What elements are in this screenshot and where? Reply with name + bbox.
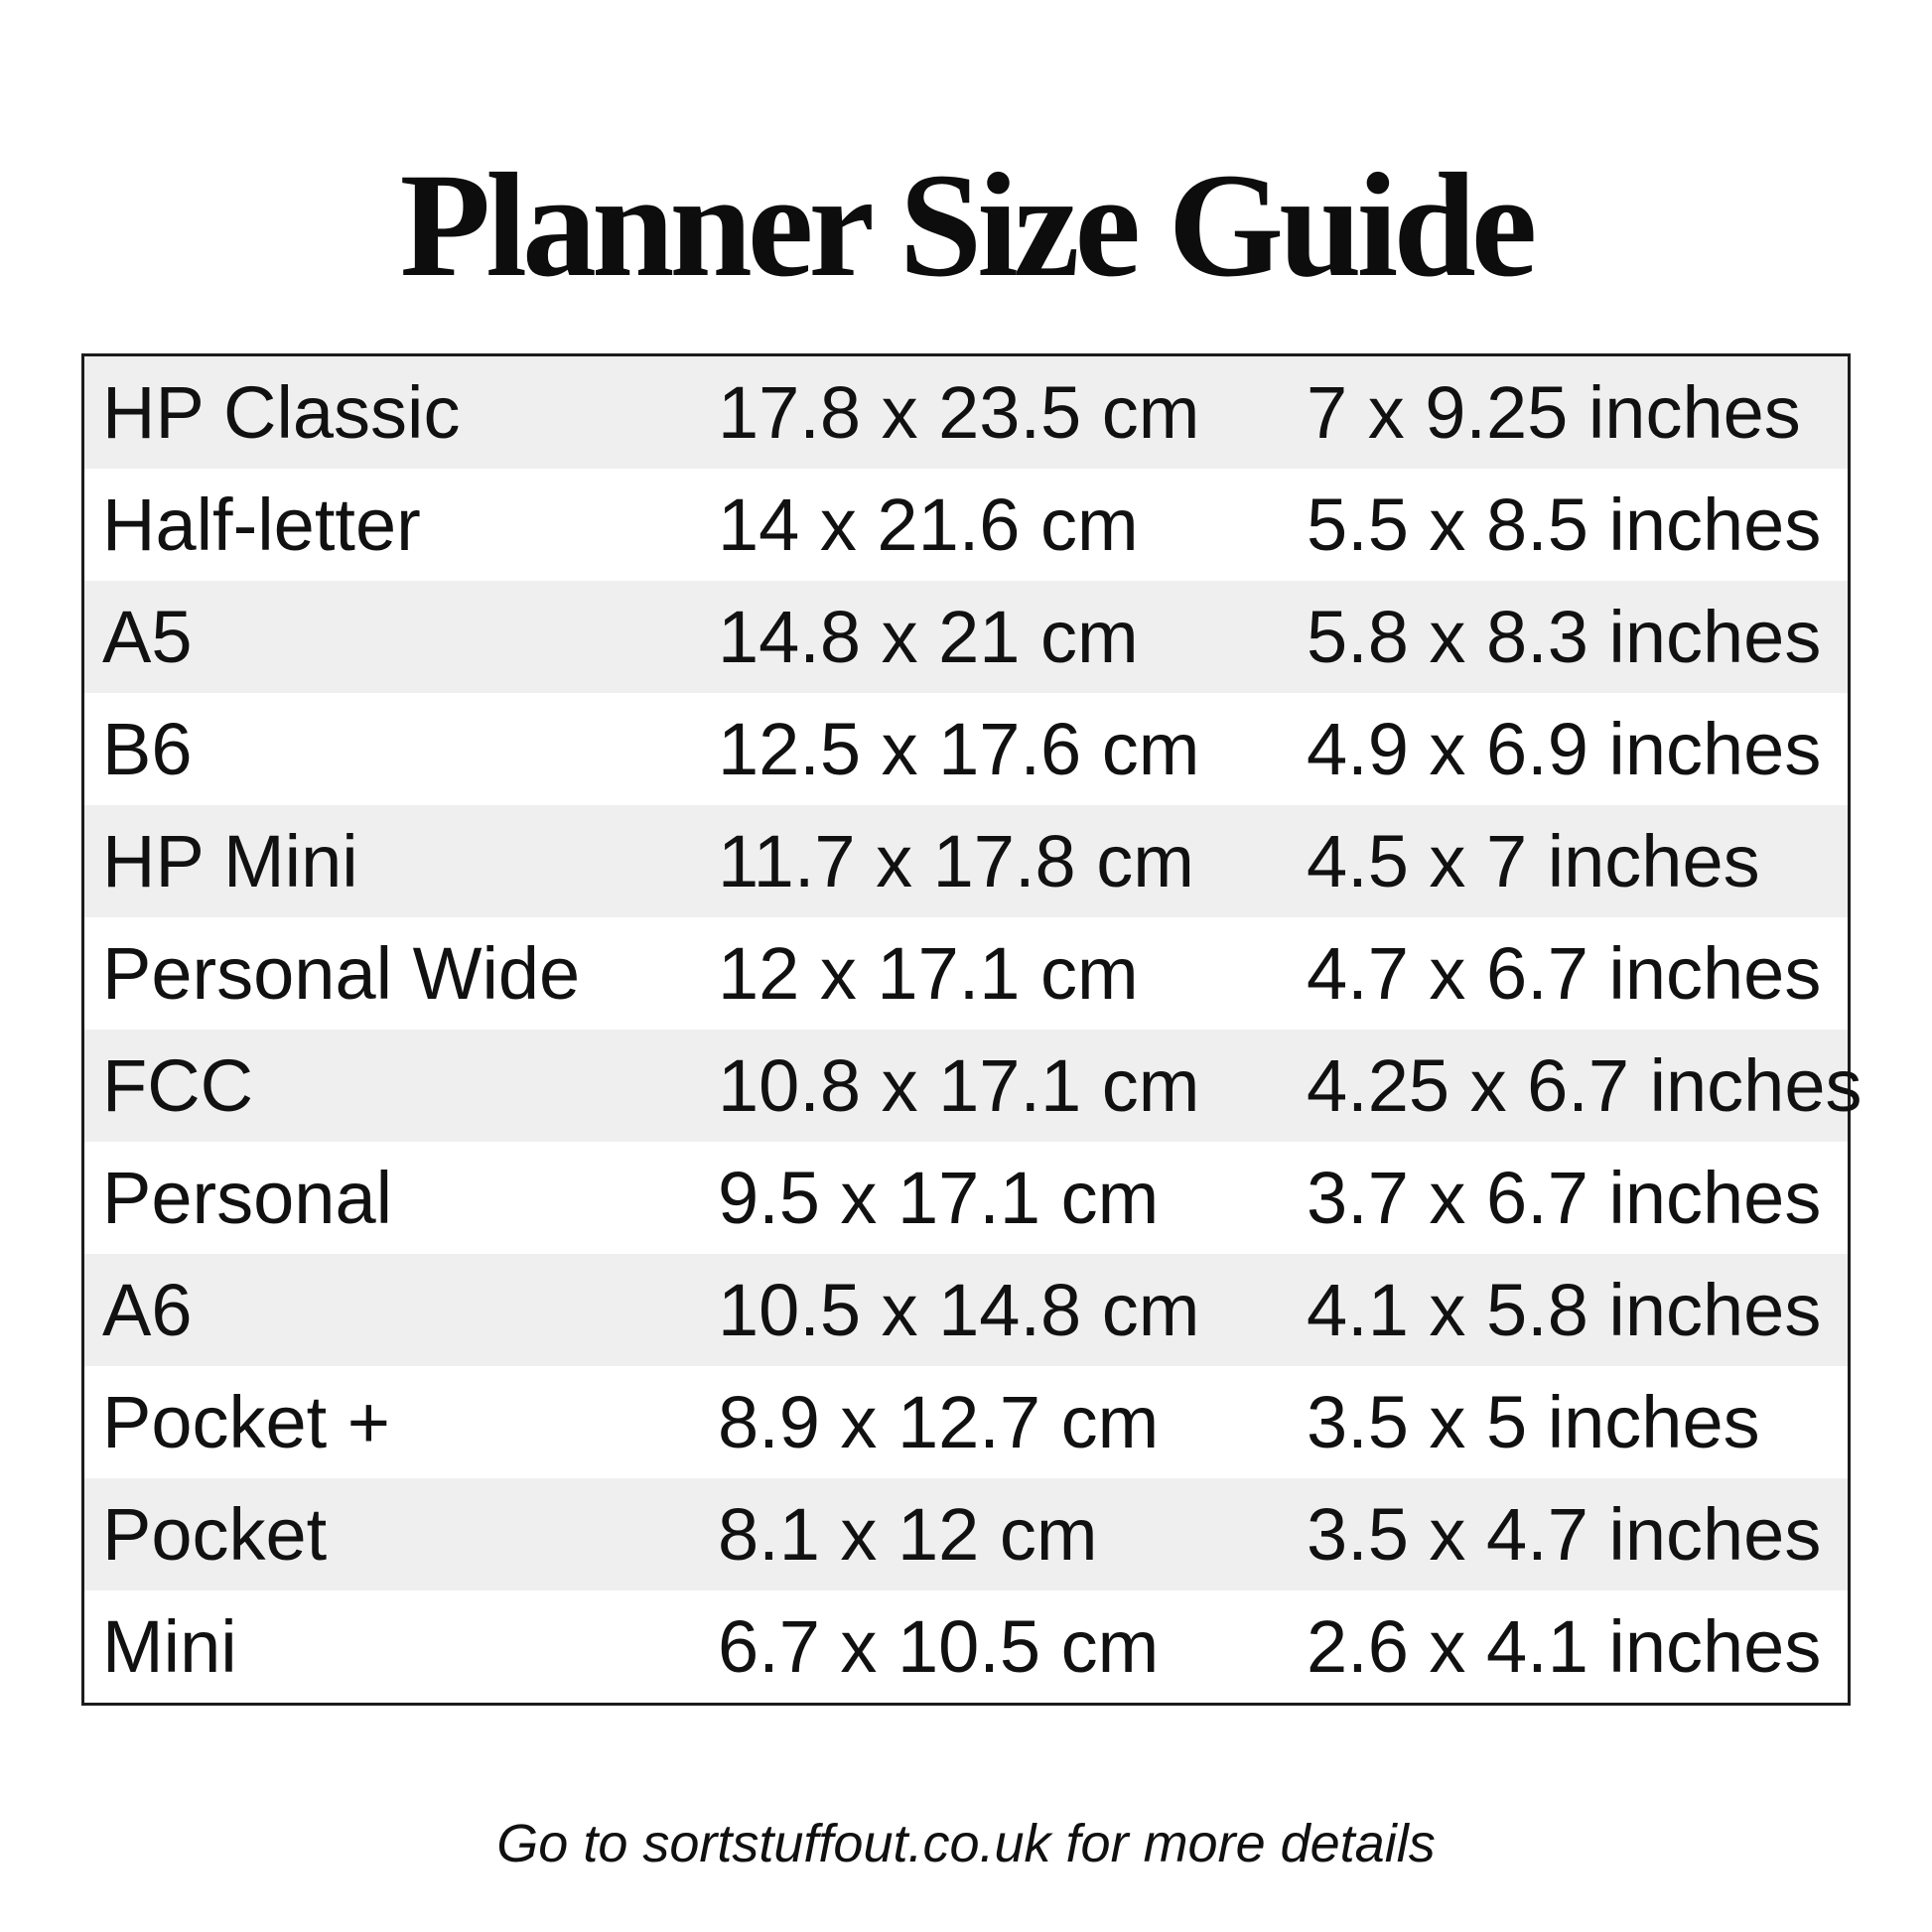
cm-size-cell: 11.7 x 17.8 cm	[718, 820, 1194, 902]
inches-size-cell: 3.7 x 6.7 inches	[1307, 1157, 1822, 1239]
cm-size-cell: 14 x 21.6 cm	[718, 483, 1139, 566]
inches-size-cell: 4.9 x 6.9 inches	[1307, 708, 1822, 790]
planner-name-cell: Pocket +	[102, 1381, 391, 1463]
planner-name-cell: Personal	[102, 1157, 393, 1239]
planner-name-cell: Personal Wide	[102, 932, 581, 1015]
planner-name-cell: A5	[102, 596, 193, 678]
table-row	[84, 917, 1848, 1030]
table-row	[84, 356, 1848, 469]
cm-size-cell: 10.8 x 17.1 cm	[718, 1044, 1200, 1127]
cm-size-cell: 9.5 x 17.1 cm	[718, 1157, 1160, 1239]
table-row	[84, 1142, 1848, 1254]
cm-size-cell: 6.7 x 10.5 cm	[718, 1605, 1160, 1688]
cm-size-cell: 17.8 x 23.5 cm	[718, 371, 1200, 454]
size-table	[81, 353, 1863, 1706]
inches-size-cell: 2.6 x 4.1 inches	[1307, 1605, 1822, 1688]
inches-size-cell: 4.5 x 7 inches	[1307, 820, 1760, 902]
table-row	[84, 581, 1848, 693]
inches-size-cell: 7 x 9.25 inches	[1307, 371, 1801, 454]
planner-name-cell: Mini	[102, 1605, 237, 1688]
footer-note: Go to sortstuffout.co.uk for more details	[496, 1814, 1436, 1873]
table-row	[84, 1030, 1863, 1142]
planner-name-cell: HP Classic	[102, 371, 461, 454]
cm-size-cell: 8.9 x 12.7 cm	[718, 1381, 1160, 1463]
table-row	[84, 1478, 1848, 1590]
inches-size-cell: 4.7 x 6.7 inches	[1307, 932, 1822, 1015]
page-title: Planner Size Guide	[399, 143, 1533, 308]
inches-size-cell: 3.5 x 4.7 inches	[1307, 1493, 1822, 1576]
planner-name-cell: B6	[102, 708, 193, 790]
table-row	[84, 1366, 1848, 1478]
inches-size-cell: 5.5 x 8.5 inches	[1307, 483, 1822, 566]
cm-size-cell: 12 x 17.1 cm	[718, 932, 1139, 1015]
table-row	[84, 805, 1848, 917]
planner-name-cell: Pocket	[102, 1493, 328, 1576]
cm-size-cell: 8.1 x 12 cm	[718, 1493, 1098, 1576]
inches-size-cell: 5.8 x 8.3 inches	[1307, 596, 1822, 678]
cm-size-cell: 10.5 x 14.8 cm	[718, 1269, 1200, 1351]
cm-size-cell: 14.8 x 21 cm	[718, 596, 1139, 678]
cm-size-cell: 12.5 x 17.6 cm	[718, 708, 1200, 790]
planner-name-cell: HP Mini	[102, 820, 358, 902]
inches-size-cell: 4.1 x 5.8 inches	[1307, 1269, 1822, 1351]
table-row	[84, 693, 1848, 805]
inches-size-cell: 3.5 x 5 inches	[1307, 1381, 1760, 1463]
planner-name-cell: A6	[102, 1269, 193, 1351]
planner-name-cell: Half-letter	[102, 483, 421, 566]
planner-name-cell: FCC	[102, 1044, 254, 1127]
table-row	[84, 469, 1848, 581]
table-row	[84, 1254, 1848, 1366]
table-row	[84, 1590, 1848, 1703]
inches-size-cell: 4.25 x 6.7 inches	[1307, 1044, 1863, 1127]
